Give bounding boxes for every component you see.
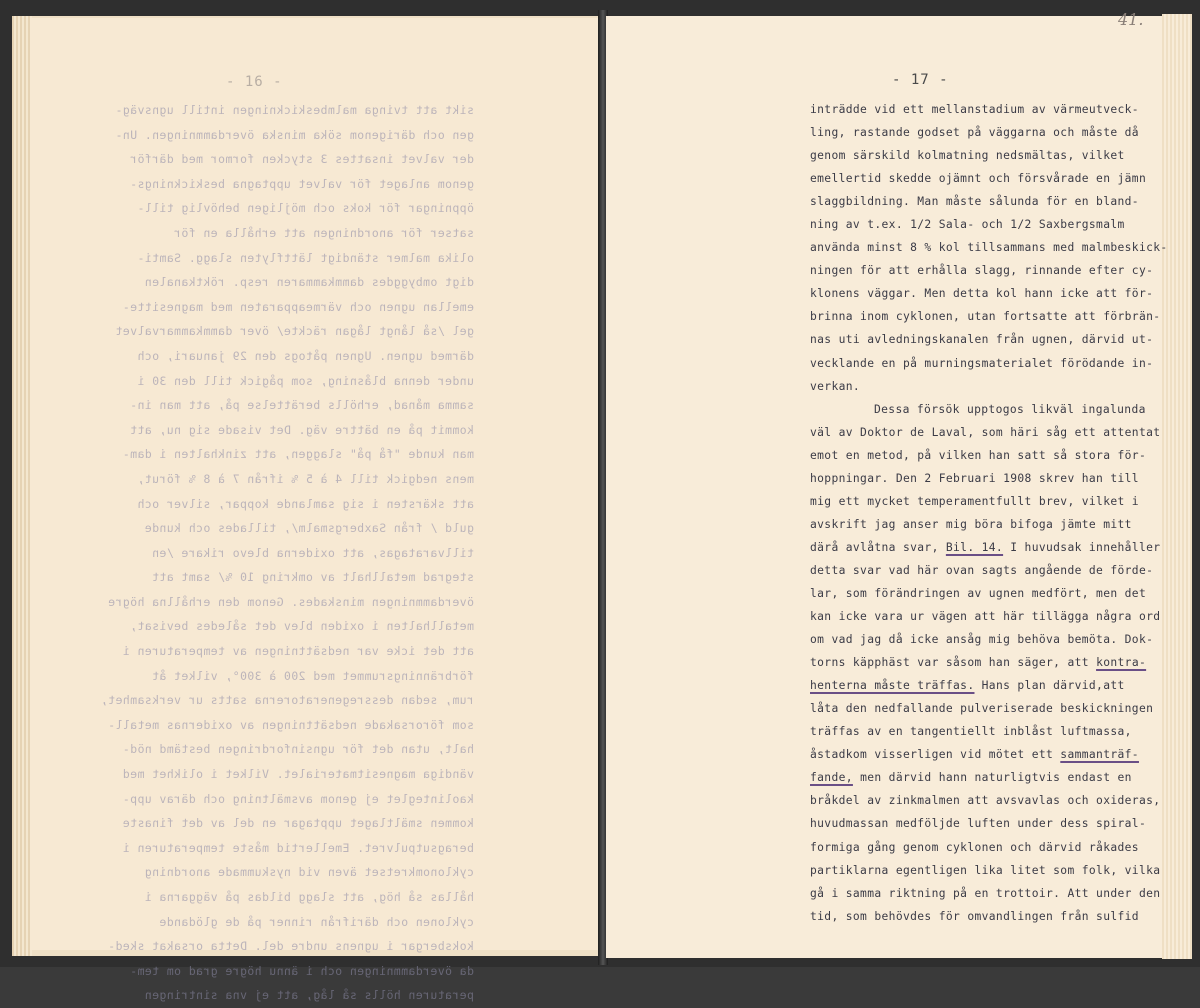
- bleed-through-line: guld / från Saxbergsmalm/, tillades och kunde: [144, 521, 474, 536]
- text-line-content: ling, rastande godset på väggarna och måste då: [810, 126, 1139, 140]
- text-line: [810, 720, 1160, 743]
- text-line: [810, 766, 1160, 789]
- text-line: [810, 375, 1160, 398]
- bleed-through-line: koksbergar i ugnens undre del. Detta orsakat sked-: [107, 939, 474, 954]
- right-page-body-text: [810, 98, 1168, 928]
- text-line: [810, 352, 1160, 375]
- text-line: [810, 305, 1160, 328]
- text-line-content: avskrift jag anser mig böra bifoga jämte mitt: [810, 517, 1132, 531]
- text-line: [810, 812, 1160, 835]
- bleed-through-line: tillvaratagas, att oxiderna blevo rikare /en: [151, 545, 474, 560]
- text-line-content: om vad jag då icke ansåg mig behöva bemöta. Dok-: [810, 633, 1154, 647]
- bleed-through-line: halt, utan det för ugnsinfordringen bestämd nöd-: [122, 742, 474, 757]
- text-line: [810, 444, 1160, 467]
- bleed-through-line: samma månad, erhölls berättelse på, att man in-: [129, 398, 474, 413]
- text-line-content: tid, som behövdes för omvandlingen från sulfid: [810, 909, 1139, 923]
- text-line-continuation: Hans plan därvid,att: [974, 679, 1125, 693]
- text-line: [810, 421, 1160, 444]
- text-line-content: emot en metod, på vilken han satt så stora för-: [810, 448, 1147, 462]
- text-line-content: Dessa försök upptogos likväl ingalunda: [874, 402, 1146, 416]
- text-line-content: vecklande en på murningsmaterialet förödande in-: [810, 356, 1154, 370]
- right-page-stack: [1162, 14, 1192, 959]
- text-line-content: detta svar vad här ovan sagts angående de förde-: [810, 563, 1154, 577]
- text-line: [810, 905, 1160, 928]
- bleed-through-line: genom anlaget för valvet upptagna beskicknings-: [129, 176, 474, 191]
- bleed-through-line: överdammningen minskades. Genom den erhållna högre: [107, 594, 474, 609]
- bleed-through-line: peraturen hölls så låg, att ej vna sintringen: [144, 988, 474, 1003]
- text-line: [810, 121, 1160, 144]
- text-line-content: ningen för att erhålla slagg, rinnande efter cy-: [810, 264, 1154, 278]
- text-line-content: torns käpphäst var såsom han säger, att: [810, 656, 1097, 670]
- text-line-content: hoppningar. Den 2 Februari 1908 skrev han till: [810, 471, 1139, 485]
- bleed-through-line: vändiga magnesitmaterialet. Vilket i olikhet med: [122, 767, 474, 782]
- bleed-through-line: satser för anordningen att erhålla en för: [173, 225, 474, 240]
- bleed-through-line: kaolinteglet ej genom avsmältning och därav upp-: [122, 791, 474, 806]
- text-line-content: låta den nedfallande pulveriserade beskickningen: [810, 702, 1154, 716]
- bleed-through-line: att skärsten i sig samlande koppar, silver och: [137, 496, 474, 511]
- text-line-content: klonens väggar. Men detta kol hann icke att för-: [810, 287, 1154, 301]
- text-line-content: inträdde vid ett mellanstadium av värmeutveck-: [810, 103, 1139, 116]
- bleed-through-line: der valvet insattes 3 stycken formor med därför: [129, 152, 474, 167]
- bleed-through-line: beragsutpulvret. Emellertid måste temperaturen i: [122, 840, 474, 855]
- text-line: [810, 259, 1160, 282]
- bleed-through-line: sikt att tvinga malmbeskickningen intill ugnsväg-: [115, 103, 474, 117]
- text-line: [810, 398, 1160, 421]
- text-line: [810, 559, 1160, 582]
- underlined-text: fande,: [810, 771, 853, 785]
- text-line-content: kan icke vara ur vägen att här tillägga några ord: [810, 610, 1161, 624]
- text-line-content: genom särskild kolmatning nedsmältas, vilket: [810, 149, 1125, 163]
- text-line: [810, 697, 1160, 720]
- text-line: [810, 513, 1160, 536]
- bleed-through-line: da överdammningen och i ännu högre grad om tem-: [129, 963, 474, 978]
- underlined-text: sammanträf-: [1060, 748, 1139, 762]
- text-line-content: mig ett mycket temperamentfullt brev, vilket i: [810, 494, 1139, 508]
- left-page-bleed-through-text: [58, 98, 474, 1008]
- text-line-content: nas uti avledningskanalen från ugnen, därvid ut-: [810, 333, 1154, 347]
- text-line-content: träffas av en tangentiellt inblåst luftmassa,: [810, 725, 1132, 739]
- text-line: [810, 190, 1160, 213]
- bleed-through-line: kommen smältlaget upptagar en del av det finaste: [122, 816, 474, 831]
- text-line: [810, 674, 1160, 697]
- bleed-through-line: därmed ugnen. Ugnen påtogs den 29 januari, och: [137, 348, 474, 363]
- text-line: [810, 628, 1160, 651]
- text-line: [810, 213, 1160, 236]
- text-line: [810, 836, 1160, 859]
- text-line-content: därå avlåtna svar,: [810, 540, 946, 554]
- text-line: [810, 490, 1160, 513]
- text-line-content: partiklarna egentligen lika litet som folk, vilka: [810, 863, 1161, 877]
- text-line: [810, 743, 1160, 766]
- text-line-content: brinna inom cyklonen, utan fortsatte att förbrän-: [810, 310, 1161, 324]
- text-line: [810, 167, 1160, 190]
- text-line-content: använda minst 8 % kol tillsammans med malmbeskick-: [810, 241, 1168, 255]
- text-line-content: verkan.: [810, 379, 861, 393]
- bleed-through-line: hållas så hög, att slagg bildas på väggarna i: [144, 890, 474, 904]
- text-line-content: formiga gång genom cyklonen och därvid råkades: [810, 840, 1139, 854]
- left-page-number: - 16 -: [226, 74, 283, 90]
- bleed-through-line: kommit på en bättre väg. Det visade sig nu, att: [129, 422, 474, 437]
- bleed-through-line: öppningar för koks och möjligen behövlig till-: [137, 201, 474, 216]
- text-line: [810, 236, 1168, 259]
- text-line: [810, 605, 1160, 628]
- text-line-content: huvudmassan medföljde luften under dess spiral-: [810, 817, 1147, 831]
- text-line: [810, 282, 1160, 305]
- bleed-through-line: att det icke var nedsättningen av temperaturen i: [122, 644, 474, 659]
- bleed-through-line: gel /så långt lågan räckte/ över dammkammarvalvet: [115, 324, 474, 339]
- text-line: [810, 328, 1160, 351]
- text-line: [810, 536, 1160, 559]
- text-line: [810, 859, 1160, 882]
- text-line-content: slaggbildning. Man måste sålunda för en bland-: [810, 195, 1139, 209]
- text-line-continuation: I huvudsak innehåller: [1003, 540, 1161, 554]
- underlined-text: kontra-: [1096, 656, 1147, 670]
- bleed-through-line: förbränningsrummet med 200 à 300°, vilket åt: [151, 668, 474, 683]
- text-line-content: väl av Doktor de Laval, som häri såg ett attentat: [810, 425, 1161, 439]
- bleed-through-line: metallhalten i oxiden blev det således bevisat,: [129, 619, 474, 634]
- text-line: [810, 651, 1160, 674]
- archive-corner-mark: 41.: [1118, 10, 1144, 29]
- bleed-through-line: gen och därigenom söka minska överdammningen. Un-: [115, 127, 474, 142]
- underlined-text: Bil. 14.: [945, 540, 1004, 554]
- text-line-content: gå i samma riktning på en trottoir. Att under den: [810, 886, 1161, 900]
- bleed-through-line: man kunde "få på" slaggen, att zinkhalten i dam-: [122, 447, 474, 462]
- bleed-through-line: under denna blåsning, som pågick till den 30 i: [137, 373, 474, 388]
- text-line-continuation: men därvid hann naturligtvis endast en: [852, 771, 1132, 785]
- text-line: [810, 144, 1160, 167]
- underlined-text: henterna måste träffas.: [810, 679, 975, 693]
- bleed-through-line: cyklonomkretset även vid nyskummade anordning: [144, 865, 474, 880]
- bleed-through-line: som förorsakade nedsättningen av oxidernas metall-: [107, 717, 474, 732]
- right-page-number: - 17 -: [892, 72, 949, 88]
- text-line-content: lar, som förändringen av ugnen medfört, men det: [810, 586, 1147, 600]
- bleed-through-line: emellan ugnen och värmeapparaten med magnesitte-: [122, 299, 474, 314]
- text-line: [810, 98, 1160, 121]
- bleed-through-line: digt ombyggdes dammkammaren resp. röktkanalen: [144, 275, 474, 290]
- bleed-through-line: rum, sedan dessregeneratorerna satts ur verksamhet,: [100, 693, 474, 708]
- text-line: [810, 582, 1160, 605]
- left-page-edges: [12, 16, 32, 956]
- text-line-content: åstadkom visserligen vid mötet ett: [810, 748, 1061, 762]
- text-line: [810, 467, 1160, 490]
- bleed-through-line: mens nedgick till 4 à 5 % ifrån 7 à 8 % förut,: [137, 471, 474, 486]
- text-line: [810, 882, 1160, 905]
- bleed-through-line: olika malmer ständigt lättflyten slagg. Samti-: [137, 250, 474, 265]
- text-line-content: bråkdel av zinkmalmen att avsvavlas och oxideras,: [810, 794, 1161, 808]
- text-line-content: emellertid skedde ojämnt och försvårade en jämn: [810, 172, 1147, 186]
- bleed-through-line: cyklonen och därifrån rinner på de glödande: [159, 914, 474, 929]
- bleed-through-line: stegrad metallhalt av omkring 10 %/ samt att: [151, 570, 474, 585]
- text-line: [810, 789, 1160, 812]
- text-line-content: ning av t.ex. 1/2 Sala- och 1/2 Saxbergsmalm: [810, 218, 1125, 232]
